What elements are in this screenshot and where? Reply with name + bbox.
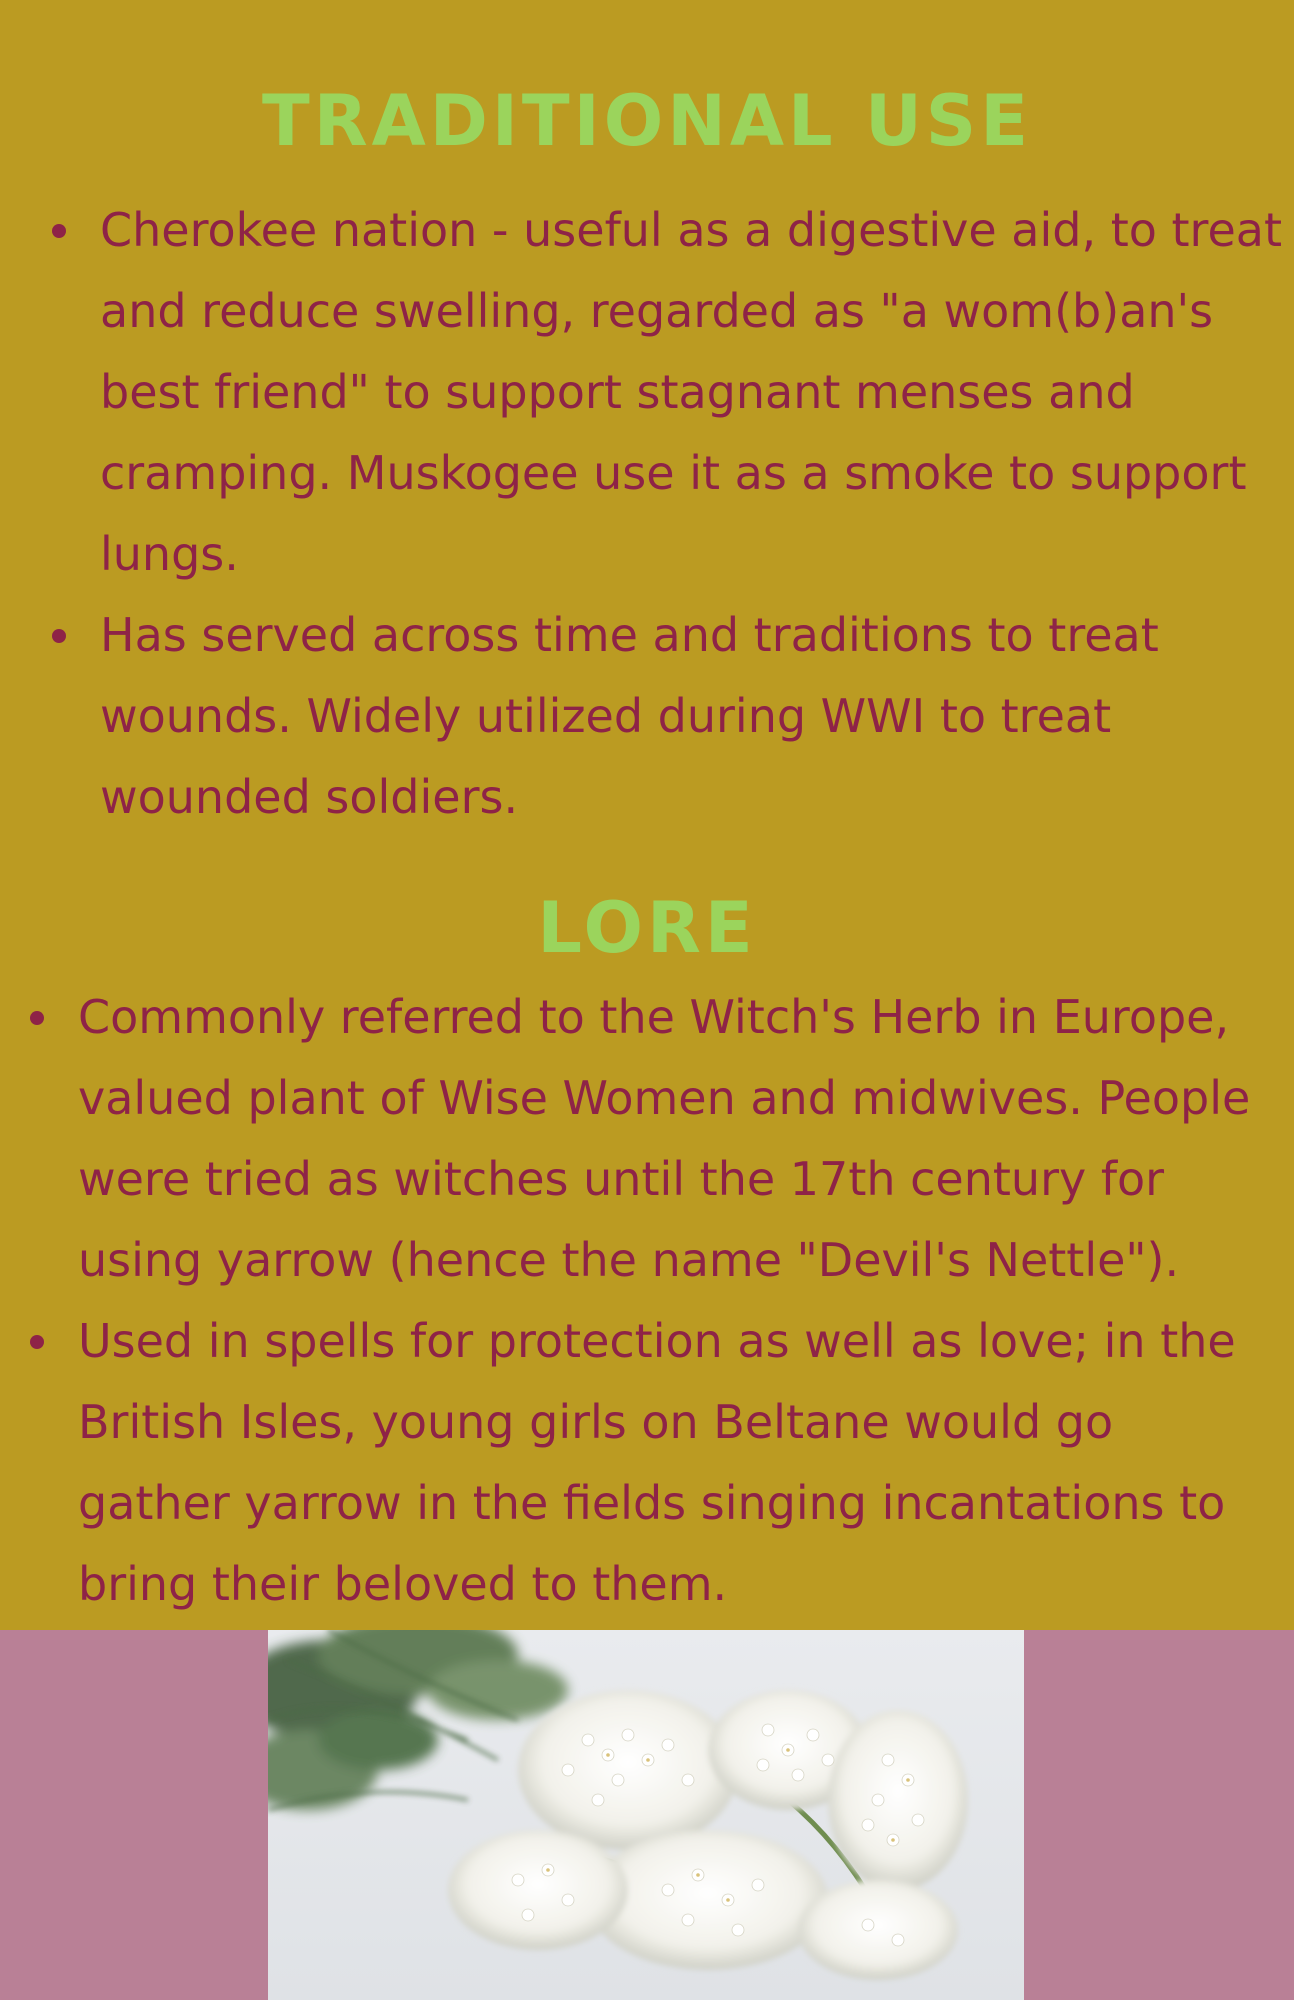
list-item-line: Cherokee nation - useful as a digestive aid, to treat <box>100 203 1282 257</box>
list-item-line: bring their beloved to them. <box>78 1557 728 1611</box>
list-item <box>78 977 1288 1301</box>
yarrow-flowers-photo <box>268 1630 1024 2000</box>
yarrow-flowers-illustration <box>268 1630 1024 2000</box>
list-item <box>100 595 1290 838</box>
list-item-line: British Isles, young girls on Beltane would go <box>78 1395 1114 1449</box>
list-item-line: best friend" to support stagnant menses and <box>100 365 1135 419</box>
list-item-line: gather yarrow in the fields singing incantations to <box>78 1476 1226 1530</box>
list-item-line: wounds. Widely utilized during WWI to treat <box>100 689 1112 743</box>
bullet-icon <box>52 224 66 238</box>
list-item <box>78 1301 1288 1625</box>
bullet-icon <box>30 1335 44 1349</box>
list-item-line: lungs. <box>100 527 239 581</box>
list-item <box>100 190 1290 595</box>
bullet-icon <box>30 1011 44 1025</box>
lore-list <box>78 977 1288 1625</box>
traditional-use-list <box>100 190 1290 838</box>
list-item-line: cramping. Muskogee use it as a smoke to support <box>100 446 1247 500</box>
list-item-line: using yarrow (hence the name "Devil's Nettle"). <box>78 1233 1180 1287</box>
list-item-line: Has served across time and traditions to treat <box>100 608 1159 662</box>
list-item-line: Commonly referred to the Witch's Herb in Europe, <box>78 990 1230 1044</box>
lore-heading: LORE <box>537 887 757 969</box>
list-item-line: valued plant of Wise Women and midwives. People <box>78 1071 1251 1125</box>
traditional-use-heading: TRADITIONAL USE <box>261 80 1033 162</box>
bullet-icon <box>52 629 66 643</box>
list-item-line: were tried as witches until the 17th century for <box>78 1152 1165 1206</box>
list-item-line: wounded soldiers. <box>100 770 519 824</box>
list-item-line: and reduce swelling, regarded as "a wom(b)an's <box>100 284 1214 338</box>
list-item-line: Used in spells for protection as well as love; in the <box>78 1314 1236 1368</box>
